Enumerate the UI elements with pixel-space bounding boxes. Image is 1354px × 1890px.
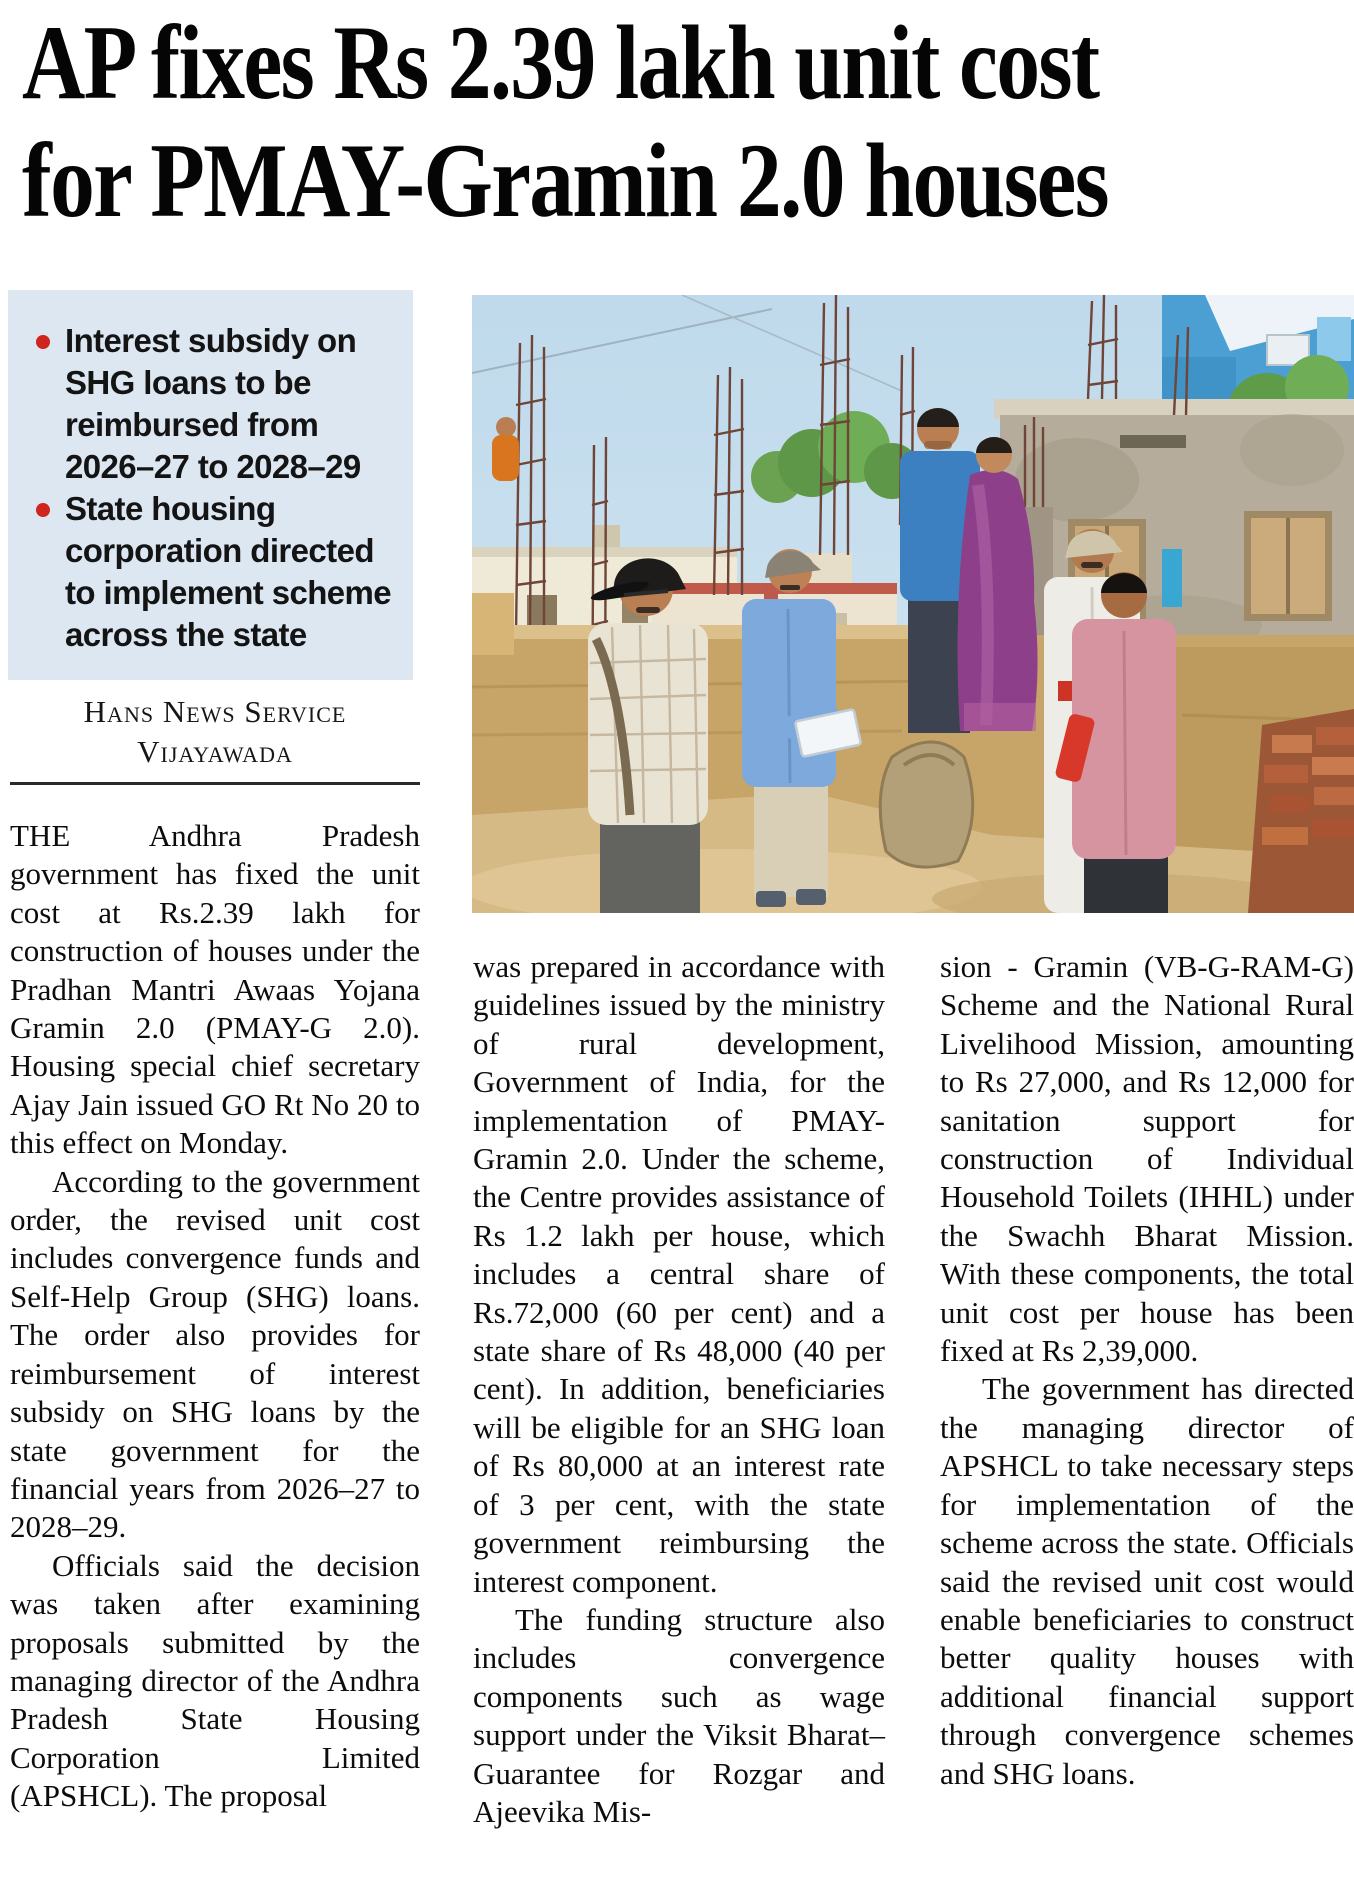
article-column-3 bbox=[940, 948, 1354, 1793]
paragraph: was prepared in accordance with guidelines issued by the ministry of rural development, Government of India, for the implementation of PMAY-Gramin 2.0. Under the scheme, the Centre provides assistance of Rs 1.2 lakh per house, which includes a central share of Rs.72,000 (60 per cent) and a state share of Rs 48,000 (40 per cent). In addition, beneficiaries will be eligible for an SHG loan of Rs 80,000 at an interest rate of 3 per cent, with the state government reimbursing the interest component. bbox=[473, 949, 885, 1599]
photo-blue-signboard bbox=[1162, 549, 1182, 607]
byline-agency: Hans News Service bbox=[83, 694, 347, 729]
paragraph: The government has directed the managing director of APSHCL to take necessary steps for implementation of the scheme across the state. Officials said the revised unit cost would enable beneficiaries to construct better quality houses with additional financial support through convergence schemes and SHG loans. bbox=[940, 1371, 1354, 1791]
byline bbox=[10, 692, 420, 785]
photo-wall-block bbox=[472, 593, 514, 655]
highlight-text: Interest subsidy on SHG loans to be reimbursed from 2026–27 to 2028–29 bbox=[65, 322, 361, 485]
bullet-icon bbox=[36, 335, 50, 349]
headline-row-1 bbox=[22, 4, 1342, 122]
photo-worker-orange bbox=[492, 417, 519, 481]
photo-bag bbox=[880, 742, 972, 867]
headline-line-1: AP fixes Rs 2.39 lakh unit cost bbox=[22, 4, 1099, 121]
article-column-2 bbox=[473, 948, 885, 1831]
byline-location: Vijayawada bbox=[137, 734, 293, 769]
photo-window bbox=[1244, 511, 1332, 621]
highlight-text: State housing corporation directed to implement scheme across the state bbox=[65, 490, 392, 653]
paragraph: According to the government order, the revised unit cost includes convergence funds and Self-Help Group (SHG) loans. The order also provides for reimbursement of interest subsidy on SHG loans by the state government for the financial years from 2026–27 to 2028–29. bbox=[10, 1163, 420, 1545]
photo-bricks bbox=[1248, 709, 1354, 913]
paragraph: THE Andhra Pradesh government has fixed the unit cost at Rs.2.39 lakh for construction of houses under the Pradhan Mantri Awaas Yojana Gramin 2.0 (PMAY-G 2.0). Housing special chief secretary Ajay Jain issued GO Rt No 20 to this effect on Monday. bbox=[10, 818, 420, 1161]
photo-canvas bbox=[472, 295, 1354, 913]
paragraph: Officials said the decision was taken after examining proposals submitted by the managing director of the Andhra Pradesh State Housing Corporation Limited (APSHCL). The proposal bbox=[10, 1547, 420, 1814]
bullet-icon bbox=[36, 503, 50, 517]
highlights-list bbox=[36, 320, 407, 656]
highlight-item bbox=[36, 320, 407, 488]
paragraph: The funding structure also includes convergence components such as wage support under the Viksit Bharat–Guarantee for Rozgar and Ajeevika Mis- bbox=[473, 1601, 885, 1829]
highlight-item bbox=[36, 488, 407, 656]
photo-red-badge bbox=[1058, 681, 1073, 701]
paragraph: sion - Gramin (VB-G-RAM-G) Scheme and the National Rural Livelihood Mission, amounting to Rs 27,000, and Rs 12,000 for sanitation support for construction of Individual Household Toilets (IHHL) under the Swachh Bharat Mission. With these components, the total unit cost per house has been fixed at Rs 2,39,000. bbox=[940, 949, 1354, 1369]
construction-site-photo bbox=[472, 295, 1354, 913]
headline bbox=[22, 4, 1342, 240]
article-column-1 bbox=[10, 817, 420, 1816]
highlights-box bbox=[8, 290, 413, 680]
headline-row-2 bbox=[22, 122, 1342, 240]
headline-line-2: for PMAY-Gramin 2.0 houses bbox=[22, 122, 1108, 239]
